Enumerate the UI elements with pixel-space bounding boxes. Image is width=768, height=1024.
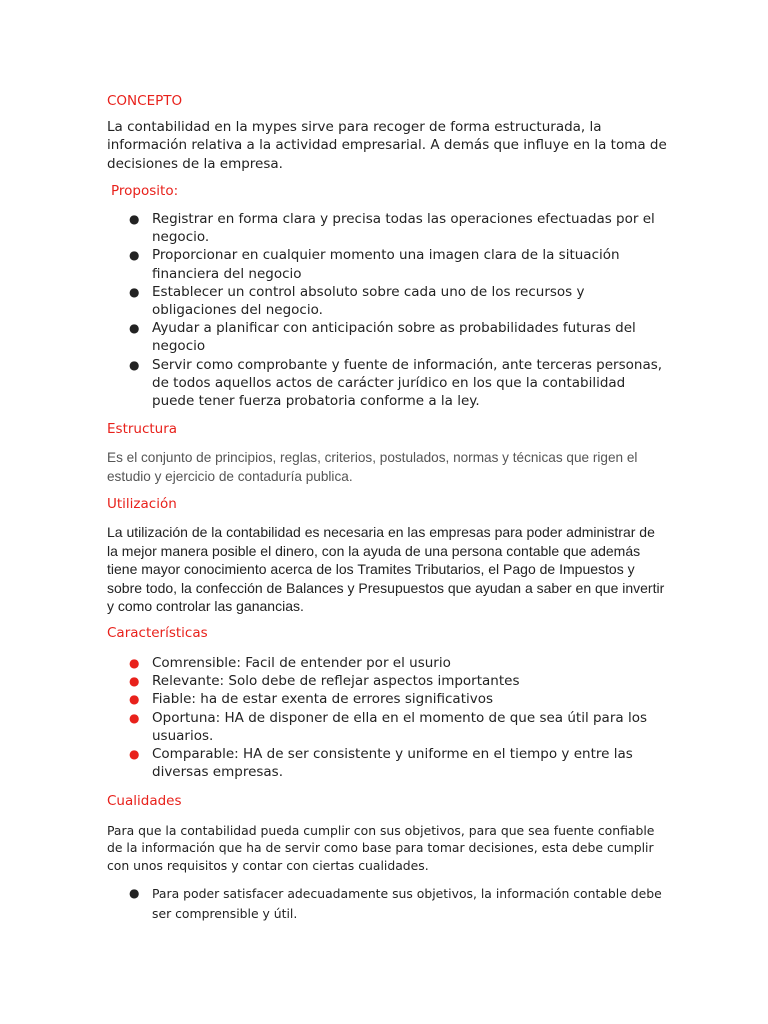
list-item: ● Para poder satisfacer adecuadamente sus objetivos, la información contable debe ser comprensible y útil. — [129, 886, 662, 921]
list-item: ● Fiable: ha de estar exenta de errores significativos — [129, 691, 494, 708]
list-item: ● Registrar en forma clara y precisa todas las operaciones efectuadas por el negocio. — [129, 211, 655, 246]
list-item: ● Proporcionar en cualquier momento una imagen clara de la situación financiera del negocio — [129, 247, 620, 282]
heading-concepto: CONCEPTO — [107, 93, 183, 109]
estructura-paragraph: Es el conjunto de principios, reglas, criterios, postulados, normas y técnicas que rigen el estudio y ejercicio de contaduría publica. — [107, 450, 638, 484]
concepto-paragraph: La contabilidad en la mypes sirve para recoger de forma estructurada, la información relativa a la actividad empresarial. A demás que influye en la toma de decisiones de la empresa. — [107, 119, 667, 172]
proposito-list — [107, 210, 667, 410]
list-item: ● Servir como comprobante y fuente de información, ante terceras personas, de todos aquellos actos de carácter jurídico en los que la contabilidad puede tener fuerza probatoria conforme a la ley. — [129, 356, 663, 410]
list-item: ● Establecer un control absoluto sobre cada uno de los recursos y obligaciones del negocio. — [129, 283, 585, 319]
heading-estructura: Estructura — [107, 421, 178, 437]
bullet-icon: ● — [129, 674, 140, 689]
bullet-icon: ● — [129, 656, 140, 670]
heading-proposito: Proposito: — [111, 183, 179, 199]
heading-caracteristicas: Características — [107, 625, 208, 641]
bullet-icon: ● — [129, 248, 140, 263]
cualidades-list — [107, 884, 667, 923]
heading-utilizacion: Utilización — [107, 496, 177, 512]
list-item: ● Comrensible: Facil de entender por el usurio — [129, 655, 451, 671]
bullet-icon: ● — [129, 357, 140, 372]
list-item: ● Ayudar a planificar con anticipación sobre as probabilidades futuras del negocio — [129, 320, 636, 355]
bullet-icon: ● — [129, 886, 140, 900]
bullet-icon: ● — [129, 321, 140, 336]
bullet-icon: ● — [129, 212, 140, 226]
bullet-icon: ● — [129, 710, 140, 725]
caracteristicas-list — [107, 654, 667, 781]
list-item: ● Comparable: HA de ser consistente y uniforme en el tiempo y entre las diversas empresas. — [129, 746, 633, 781]
cualidades-paragraph: Para que la contabilidad pueda cumplir con sus objetivos, para que sea fuente confiable de la información que ha de servir como base para tomar decisiones, esta debe cumplir con unos requisitos y contar con ciertas cualidades. — [107, 823, 655, 873]
bullet-icon: ● — [129, 692, 140, 707]
utilizacion-paragraph: La utilización de la contabilidad es necesaria en las empresas para poder administrar de la mejor manera posible el dinero, con la ayuda de una persona contable que además tiene mayor conocimiento acerca de los Tramites Tributarios, el Pago de Impuestos y sobre todo, la confección de Balances y Presupuestos que ayudan a saber en que invertir y como controlar las ganancias. — [107, 524, 665, 615]
bullet-icon: ● — [129, 284, 140, 299]
bullet-icon: ● — [129, 747, 140, 762]
heading-cualidades: Cualidades — [107, 793, 182, 809]
list-item: ● Relevante: Solo debe de reflejar aspectos importantes — [129, 673, 520, 690]
list-item: ● Oportuna: HA de disponer de ella en el momento de que sea útil para los usuarios. — [129, 709, 647, 744]
